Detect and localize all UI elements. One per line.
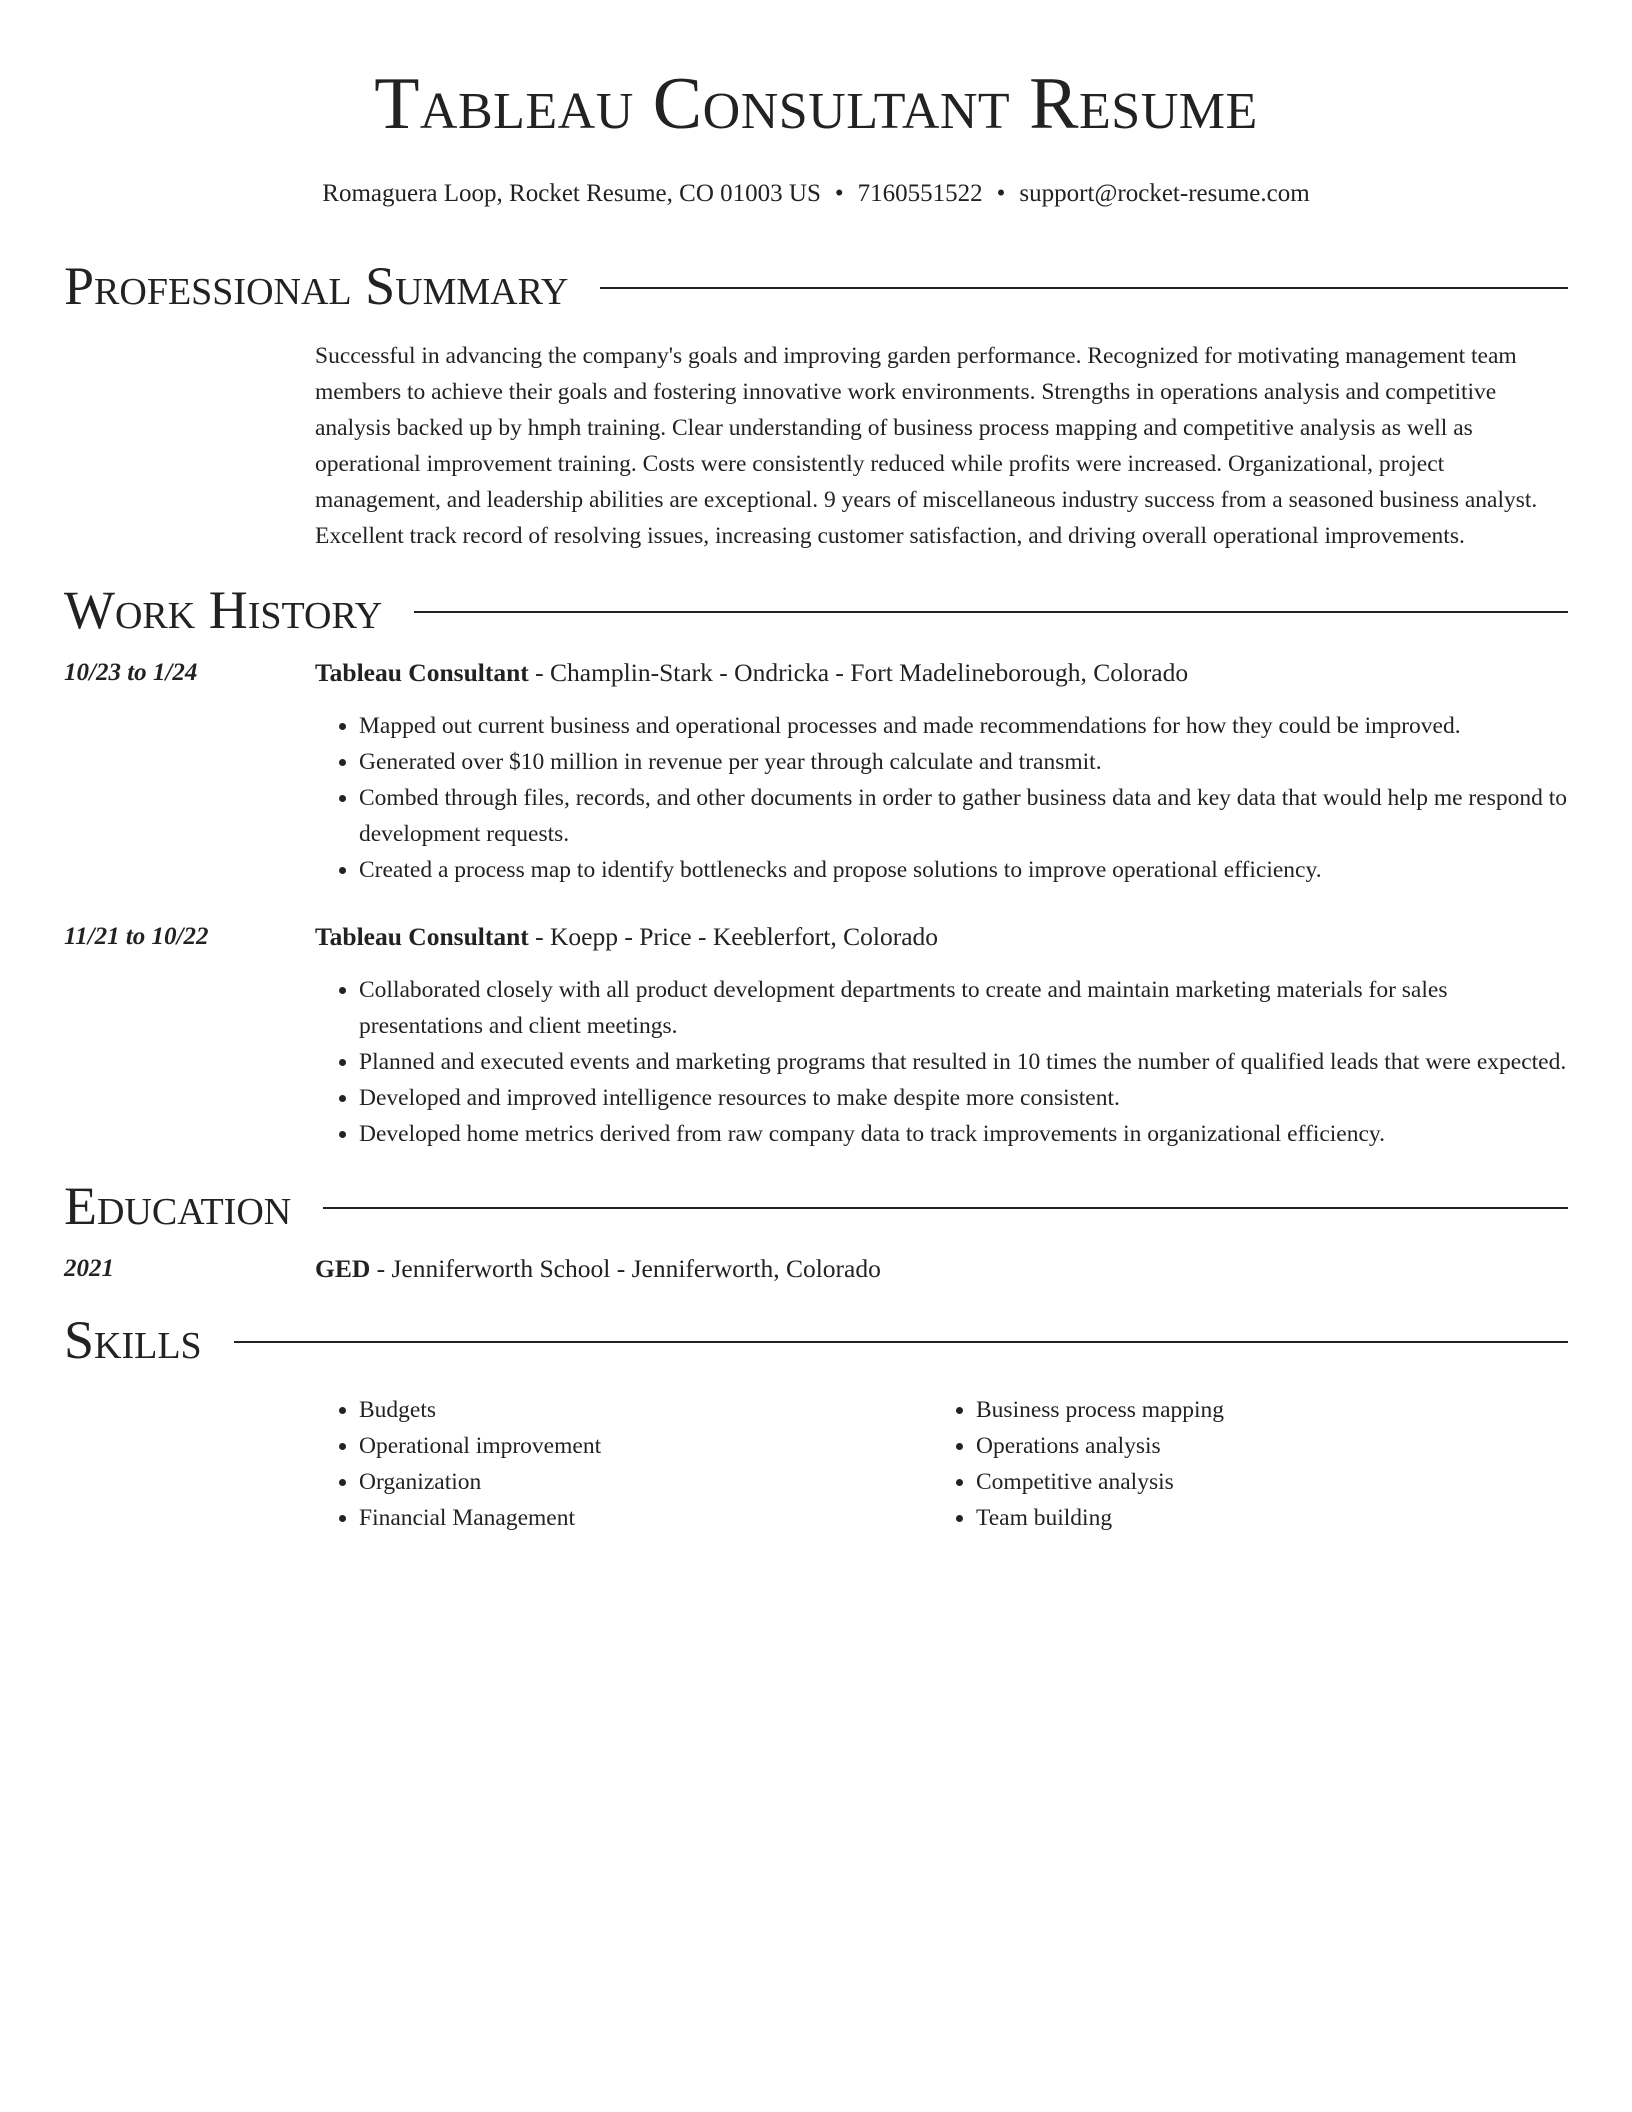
job-entry bbox=[64, 656, 1568, 888]
section-rule bbox=[323, 1207, 1568, 1209]
skills-column-right bbox=[932, 1392, 1549, 1536]
education-year: 2021 bbox=[64, 1255, 114, 1282]
address: Romaguera Loop, Rocket Resume, CO 01003 US bbox=[322, 180, 821, 207]
job-body bbox=[315, 656, 1568, 888]
list-item: • Operational improvement bbox=[359, 1428, 932, 1464]
list-item: • Team building bbox=[976, 1500, 1549, 1536]
education-entry bbox=[64, 1252, 1568, 1286]
section-rule bbox=[414, 611, 1568, 613]
job-body bbox=[315, 920, 1568, 1152]
job-dates: 11/21 to 10/22 bbox=[64, 923, 209, 950]
list-item: • Financial Management bbox=[359, 1500, 932, 1536]
education-details: - Jenniferworth School - Jenniferworth, Colorado bbox=[370, 1254, 881, 1283]
section-title: Skills bbox=[64, 1310, 202, 1370]
phone: 7160551522 bbox=[857, 180, 983, 207]
list-item: • Collaborated closely with all product development departments to create and maintain marketing materials for sales presentations and client meetings. bbox=[359, 972, 1568, 1044]
list-item: • Organization bbox=[359, 1464, 932, 1500]
section-work-heading bbox=[64, 580, 1568, 640]
list-item: • Developed and improved intelligence resources to make despite more consistent. bbox=[359, 1080, 1568, 1116]
job-details: - Koepp - Price - Keeblerfort, Colorado bbox=[528, 922, 939, 951]
list-item: • Budgets bbox=[359, 1392, 932, 1428]
education-title bbox=[315, 1252, 1568, 1286]
education-body bbox=[315, 1252, 1568, 1286]
list-item: • Created a process map to identify bottlenecks and propose solutions to improve operational efficiency. bbox=[359, 852, 1568, 888]
contact-line bbox=[64, 178, 1568, 210]
education-degree: GED bbox=[315, 1254, 371, 1283]
section-summary-heading bbox=[64, 256, 1568, 316]
section-title: Work History bbox=[64, 580, 383, 640]
resume-page bbox=[64, 0, 1568, 1536]
contact-separator: • bbox=[834, 180, 844, 207]
list-item: • Business process mapping bbox=[976, 1392, 1549, 1428]
job-bullets bbox=[315, 708, 1568, 888]
job-role: Tableau Consultant bbox=[315, 658, 529, 687]
skills-list bbox=[315, 1392, 1568, 1536]
list-item: • Combed through files, records, and other documents in order to gather business data and key data that would help me respond to development requests. bbox=[359, 780, 1568, 852]
job-title bbox=[315, 656, 1568, 690]
summary-text: Successful in advancing the company's goals and improving garden performance. Recognized for motivating management team members to achieve their goals and fostering innovative work environments. Strengths in operations analysis and competitive analysis backed up by hmph training. Clear understanding of business process mapping and competitive analysis as well as operational improvement training. Costs were consistently reduced while profits were increased. Organizational, project management, and leadership abilities are exceptional. 9 years of miscellaneous industry success from a seasoned business analyst. Excellent track record of resolving issues, increasing customer satisfaction, and driving overall operational improvements. bbox=[315, 343, 1538, 549]
section-rule bbox=[600, 287, 1568, 289]
list-item: • Mapped out current business and operational processes and made recommendations for how they could be improved. bbox=[359, 708, 1568, 744]
section-rule bbox=[234, 1341, 1568, 1343]
skills-column-left bbox=[315, 1392, 932, 1536]
contact-separator: • bbox=[996, 180, 1006, 207]
list-item: • Developed home metrics derived from raw company data to track improvements in organizational efficiency. bbox=[359, 1116, 1568, 1152]
job-entry bbox=[64, 920, 1568, 1152]
job-title bbox=[315, 920, 1568, 954]
resume-title: Tableau Consultant Resume bbox=[374, 63, 1258, 145]
list-item: • Operations analysis bbox=[976, 1428, 1549, 1464]
section-skills-heading bbox=[64, 1310, 1568, 1370]
job-dates: 10/23 to 1/24 bbox=[64, 659, 198, 686]
job-role: Tableau Consultant bbox=[315, 922, 529, 951]
list-item: • Planned and executed events and marketing programs that resulted in 10 times the number of qualified leads that were expected. bbox=[359, 1044, 1568, 1080]
email: support@rocket-resume.com bbox=[1019, 180, 1310, 207]
section-title: Education bbox=[64, 1176, 292, 1236]
list-item: • Competitive analysis bbox=[976, 1464, 1549, 1500]
section-title: Professional Summary bbox=[64, 256, 569, 316]
section-education-heading bbox=[64, 1176, 1568, 1236]
job-details: - Champlin-Stark - Ondricka - Fort Madelineborough, Colorado bbox=[528, 658, 1189, 687]
list-item: • Generated over $10 million in revenue per year through calculate and transmit. bbox=[359, 744, 1568, 780]
job-bullets bbox=[315, 972, 1568, 1152]
